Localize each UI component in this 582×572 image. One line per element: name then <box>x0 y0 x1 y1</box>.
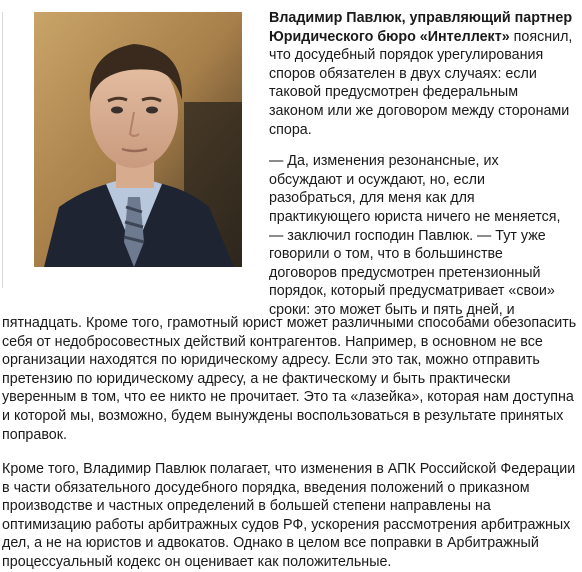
quote-paragraph-continuation: пятнадцать. Кроме того, грамотный юрист может различными способами обезопасить себя от недобросовестных действий контрагентов. Например, в основном не все организации находятся по юридическому адресу. Если это так, можно отправить претензию по юридическому адресу, а не фактическому и быть практически уверенным в том, что ее никто не прочитает. Это та «лазейка», которая нам доступна и которой мы, возможно, будем вынуждены воспользоваться в результате принятых поправок. <box>2 315 577 443</box>
intro-paragraph <box>269 9 574 139</box>
side-divider <box>2 12 3 288</box>
intro-text: пояснил, что досудебный порядок урегулирования споров обязателен в двух случаях: если таковой предусмотрен федеральным законом или же договором между сторонами спора. <box>269 28 573 138</box>
quote-continuation-block <box>2 314 578 444</box>
closing-block <box>2 460 578 572</box>
portrait-illustration <box>34 12 242 267</box>
closing-paragraph: Кроме того, Владимир Павлюк полагает, что изменения в АПК Российской Федерации в части обязательного досудебного порядка, введения положений о приказном производстве и частных определений в большей степени направлены на оптимизацию работы арбитражных судов РФ, ускорения рассмотрения арбитражных дел, а не на юристов и адвокатов. Однако в целом все поправки в Арбитражный процессуальный кодекс он оценивает как положительные. <box>2 461 576 570</box>
speaker-name: Владимир Павлюк, управляющий партнер Юридического бюро «Интеллект» <box>269 10 573 45</box>
intro-column <box>269 9 574 320</box>
quote-paragraph-start: — Да, изменения резонансные, их обсуждают и осуждают, но, если разобраться, для меня как для практикующего юриста ничего не меняется,— заключил господин Павлюк. — Тут уже говорили о том, что в большинстве договоров предусмотрен претензионный порядок, который предусматривает «свои» сроки: это может быть и пять дней, и <box>269 153 561 318</box>
portrait-photo <box>34 12 242 267</box>
